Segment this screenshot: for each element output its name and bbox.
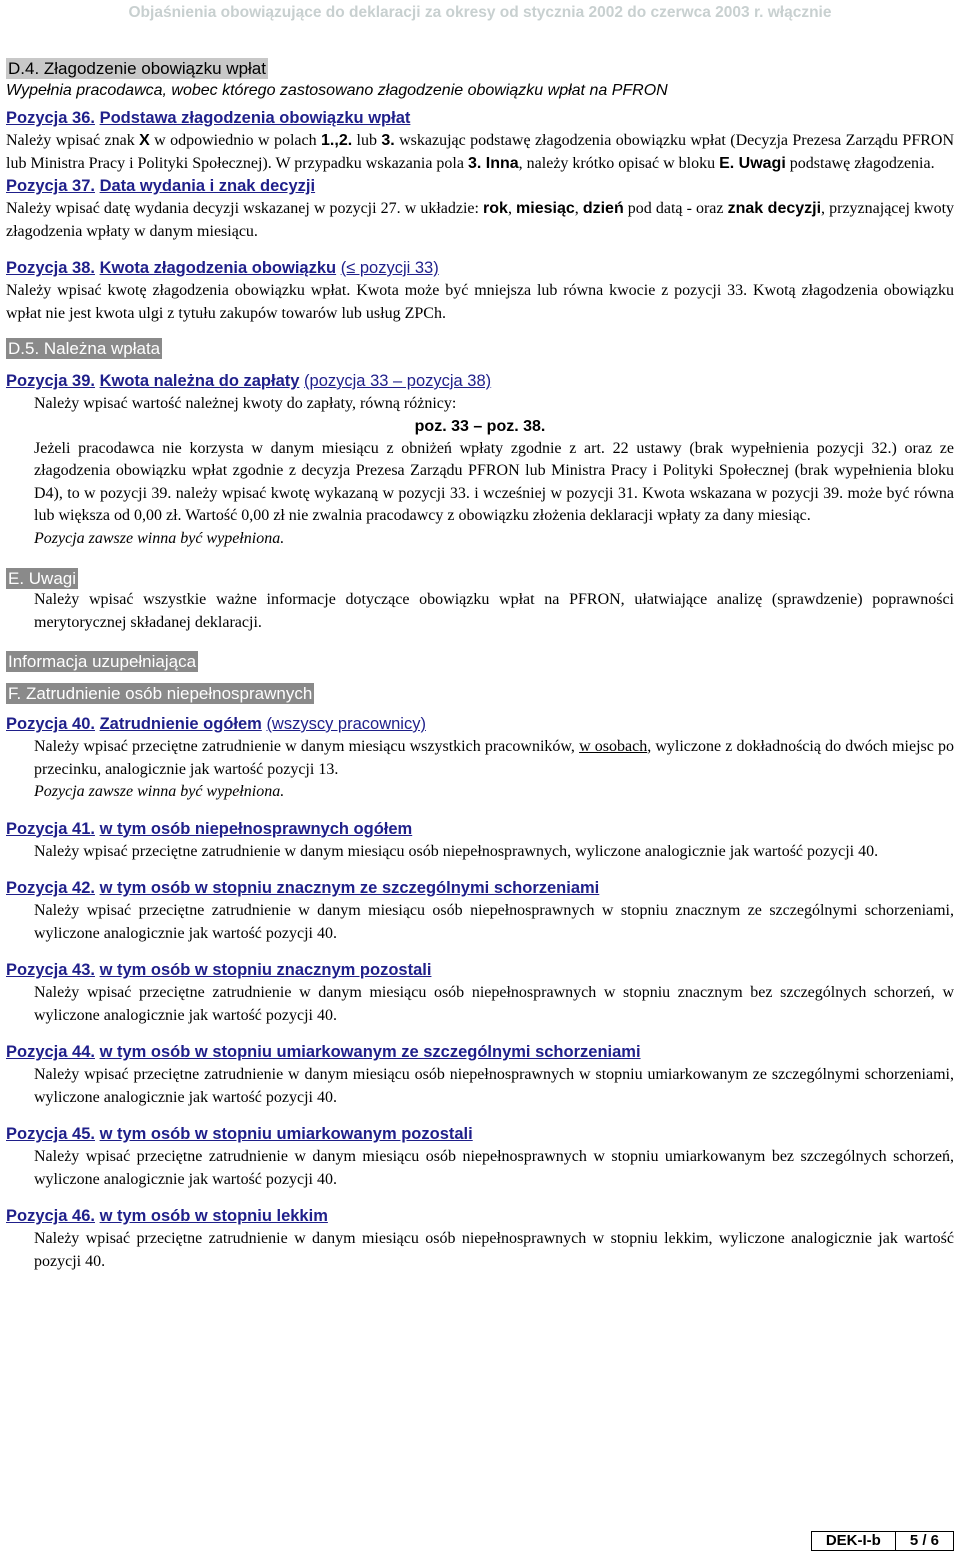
form-code: DEK-I-b — [812, 1532, 896, 1550]
position-41-text: Należy wpisać przeciętne zatrudnienie w danym miesiącu osób niepełnosprawnych, wyliczone analogicznie jak wartość pozycji 40. — [34, 842, 879, 860]
text-run: pod datą - oraz — [623, 200, 728, 217]
keyword: 1.,2. — [321, 132, 353, 149]
position-37-label: Pozycja 37. — [6, 177, 95, 195]
position-42-text: Należy wpisać przeciętne zatrudnienie w danym miesiącu osób niepełnosprawnych w stopniu znacznym ze szczególnymi schorzeniami, wyliczone analogicznie jak wartość pozycji 40. — [34, 902, 954, 942]
text-run: Należy wpisać znak — [6, 132, 140, 149]
position-40 — [6, 713, 954, 804]
section-d4-subtitle: Wypełnia pracodawca, wobec którego zastosowano złagodzenie obowiązku wpłat na PFRON — [6, 82, 668, 99]
underlined-text: w osobach — [579, 738, 648, 755]
section-e-text: Należy wpisać wszystkie ważne informacje dotyczące obowiązku wpłat na PFRON, ułatwiające analizę (sprawdzenie) poprawności merytorycznej składanej deklaracji. — [34, 591, 954, 631]
keyword: X — [139, 132, 150, 149]
text-run: Należy wpisać datę wydania decyzji wskazanej w pozycji 27. w układzie: — [6, 200, 484, 217]
section-f-title: F. Zatrudnienie osób niepełnosprawnych — [8, 684, 313, 703]
position-37 — [6, 175, 954, 243]
position-44 — [6, 1041, 954, 1109]
section-d5-title: D.5. Należna wpłata — [8, 339, 161, 358]
text-run: lub — [352, 132, 382, 149]
position-38-title: Kwota złagodzenia obowiązku — [99, 259, 337, 277]
keyword: dzień — [582, 200, 624, 217]
text-run: w odpowiednio w polach — [149, 132, 322, 149]
text-run: Należy wpisać przeciętne zatrudnienie w danym miesiącu wszystkich pracowników, — [34, 738, 580, 755]
position-43-title: w tym osób w stopniu znacznym pozostali — [99, 961, 432, 979]
section-e — [6, 568, 954, 634]
position-43-text: Należy wpisać przeciętne zatrudnienie w danym miesiącu osób niepełnosprawnych w stopniu znacznym bez szczególnych schorzeń, w wyliczone analogicznie jak wartość pozycji 40. — [34, 984, 954, 1024]
text-run: , wyliczone z dokładnością do dwóch miejsc po przecinku, analogicznie jak wartość pozycji 13. — [34, 738, 954, 778]
position-43 — [6, 959, 954, 1027]
position-39-formula: poz. 33 – poz. 38. — [414, 417, 546, 435]
section-info — [6, 651, 954, 672]
keyword: znak decyzji — [727, 200, 822, 217]
position-43-label: Pozycja 43. — [6, 961, 95, 979]
position-40-text — [6, 736, 954, 781]
position-45-text: Należy wpisać przeciętne zatrudnienie w danym miesiącu osób niepełnosprawnych w stopniu umiarkowanym bez szczególnych schorzeń, wyliczone analogicznie jak wartość pozycji 40. — [34, 1148, 954, 1188]
position-39-text-2: Jeżeli pracodawca nie korzysta w danym miesiącu z obniżeń wpłaty zgodnie z art. 22 ustawy (brak wypełnienia pozycji 32.) oraz ze złagodzenia obowiązku wpłat zgodnie z decyzja Prezesa Zarządu PFRON lub Ministra Pracy i Polityki Społecznej (brak wypełnienia bloku D4), to w pozycji 39. należy wpisać kwotę wykazaną w pozycji 33. i wcześniej w pozycji 31. Kwota wskazana w pozycji 39. może być równa lub większa od 0,00 zł. Wartość 0,00 zł nie zwalnia pracodawcy z obowiązku złożenia deklaracji wpłaty za dany miesiąc. — [34, 439, 954, 524]
document-body — [6, 58, 954, 1273]
text-run: podstawę złagodzenia. — [785, 154, 935, 172]
page-footer — [811, 1531, 954, 1551]
keyword: 3. Inna — [467, 154, 519, 172]
position-46-title: w tym osób w stopniu lekkim — [99, 1207, 328, 1225]
position-41-title: w tym osób niepełnosprawnych ogółem — [99, 819, 413, 838]
position-36-heading — [6, 107, 954, 130]
position-43-heading — [6, 959, 954, 982]
position-45-label: Pozycja 45. — [6, 1125, 95, 1143]
position-39-title: Kwota należna do zapłaty — [99, 372, 300, 390]
position-42-title: w tym osób w stopniu znacznym ze szczególnymi schorzeniami — [99, 879, 600, 897]
keyword: 3. — [381, 132, 395, 149]
position-38-heading — [6, 257, 954, 280]
position-46 — [6, 1205, 954, 1273]
position-40-title: Zatrudnienie ogółem — [99, 715, 262, 733]
position-39-mandatory: Pozycja zawsze winna być wypełniona. — [34, 529, 285, 547]
position-40-heading — [6, 713, 954, 736]
position-41-heading — [6, 818, 954, 841]
position-42 — [6, 877, 954, 945]
position-40-label: Pozycja 40. — [6, 715, 95, 733]
section-d5 — [6, 338, 954, 359]
position-40-mandatory: Pozycja zawsze winna być wypełniona. — [34, 783, 285, 800]
text-run: , — [507, 200, 517, 217]
position-37-heading — [6, 175, 954, 198]
position-42-heading — [6, 877, 954, 900]
position-45-heading — [6, 1123, 954, 1146]
keyword: miesiąc — [516, 200, 575, 217]
position-38 — [6, 257, 954, 325]
position-36-title: Podstawa złagodzenia obowiązku wpłat — [99, 109, 411, 127]
position-44-label: Pozycja 44. — [6, 1043, 95, 1061]
position-39-text: Należy wpisać wartość należnej kwoty do zapłaty, równą różnicy: — [34, 395, 457, 412]
section-f — [6, 683, 954, 704]
section-d4 — [6, 58, 954, 102]
position-38-note: (≤ pozycji 33) — [340, 259, 439, 277]
position-45-title: w tym osób w stopniu umiarkowanym pozostali — [99, 1125, 473, 1143]
position-41 — [6, 818, 954, 864]
position-44-text: Należy wpisać przeciętne zatrudnienie w danym miesiącu osób niepełnosprawnych w stopniu umiarkowanym ze szczególnymi schorzeniami, wyliczone analogicznie jak wartość pozycji 40. — [34, 1066, 954, 1106]
position-42-label: Pozycja 42. — [6, 879, 95, 897]
position-36-text — [6, 130, 954, 175]
text-run: , należy krótko opisać w bloku — [518, 154, 720, 172]
position-37-title: Data wydania i znak decyzji — [99, 177, 316, 195]
position-40-note: (wszyscy pracownicy) — [266, 715, 426, 733]
position-39 — [6, 370, 954, 550]
keyword: rok — [483, 200, 508, 217]
position-38-label: Pozycja 38. — [6, 259, 95, 277]
keyword: E. Uwagi — [719, 154, 786, 172]
page-header: Objaśnienia obowiązujące do deklaracji za okresy od stycznia 2002 do czerwca 2003 r. włącznie — [128, 4, 832, 21]
position-41-label: Pozycja 41. — [6, 819, 95, 838]
position-45 — [6, 1123, 954, 1191]
section-info-title: Informacja uzupełniająca — [8, 652, 197, 671]
position-38-text: Należy wpisać kwotę złagodzenia obowiązku wpłat. Kwota może być mniejsza lub równa kwocie z pozycji 33. Kwotą złagodzenia obowiązku wpłat nie jest kwota ulgi z tytułu zakupów towarów lub usług ZPCh. — [6, 282, 954, 322]
position-46-heading — [6, 1205, 954, 1228]
position-39-note: (pozycja 33 – pozycja 38) — [304, 372, 492, 390]
section-d4-title: D.4. Złagodzenie obowiązku wpłat — [8, 59, 266, 78]
text-run: wskazując podstawę złagodzenia obowiązku wpłat (Decyzja Prezesa Zarządu PFRON lub Ministra Pracy i Polityki Społecznej). W przypadku wskazania pola — [6, 132, 955, 172]
text-run: , — [574, 200, 583, 217]
position-39-heading — [6, 370, 954, 393]
position-36 — [6, 107, 954, 175]
position-36-label: Pozycja 36. — [6, 109, 95, 127]
position-46-text: Należy wpisać przeciętne zatrudnienie w danym miesiącu osób niepełnosprawnych w stopniu lekkim, wyliczone analogicznie jak wartość pozycji 40. — [34, 1230, 954, 1270]
position-37-text — [6, 198, 954, 243]
page-number: 5 / 6 — [909, 1532, 939, 1549]
position-46-label: Pozycja 46. — [6, 1207, 95, 1225]
position-39-label: Pozycja 39. — [6, 372, 95, 390]
text-run: , przyznającej kwoty złagodzenia wpłaty w danym miesiącu. — [6, 200, 955, 240]
position-44-title: w tym osób w stopniu umiarkowanym ze szczególnymi schorzeniami — [99, 1043, 641, 1061]
position-44-heading — [6, 1041, 954, 1064]
section-e-title: E. Uwagi — [8, 569, 77, 588]
